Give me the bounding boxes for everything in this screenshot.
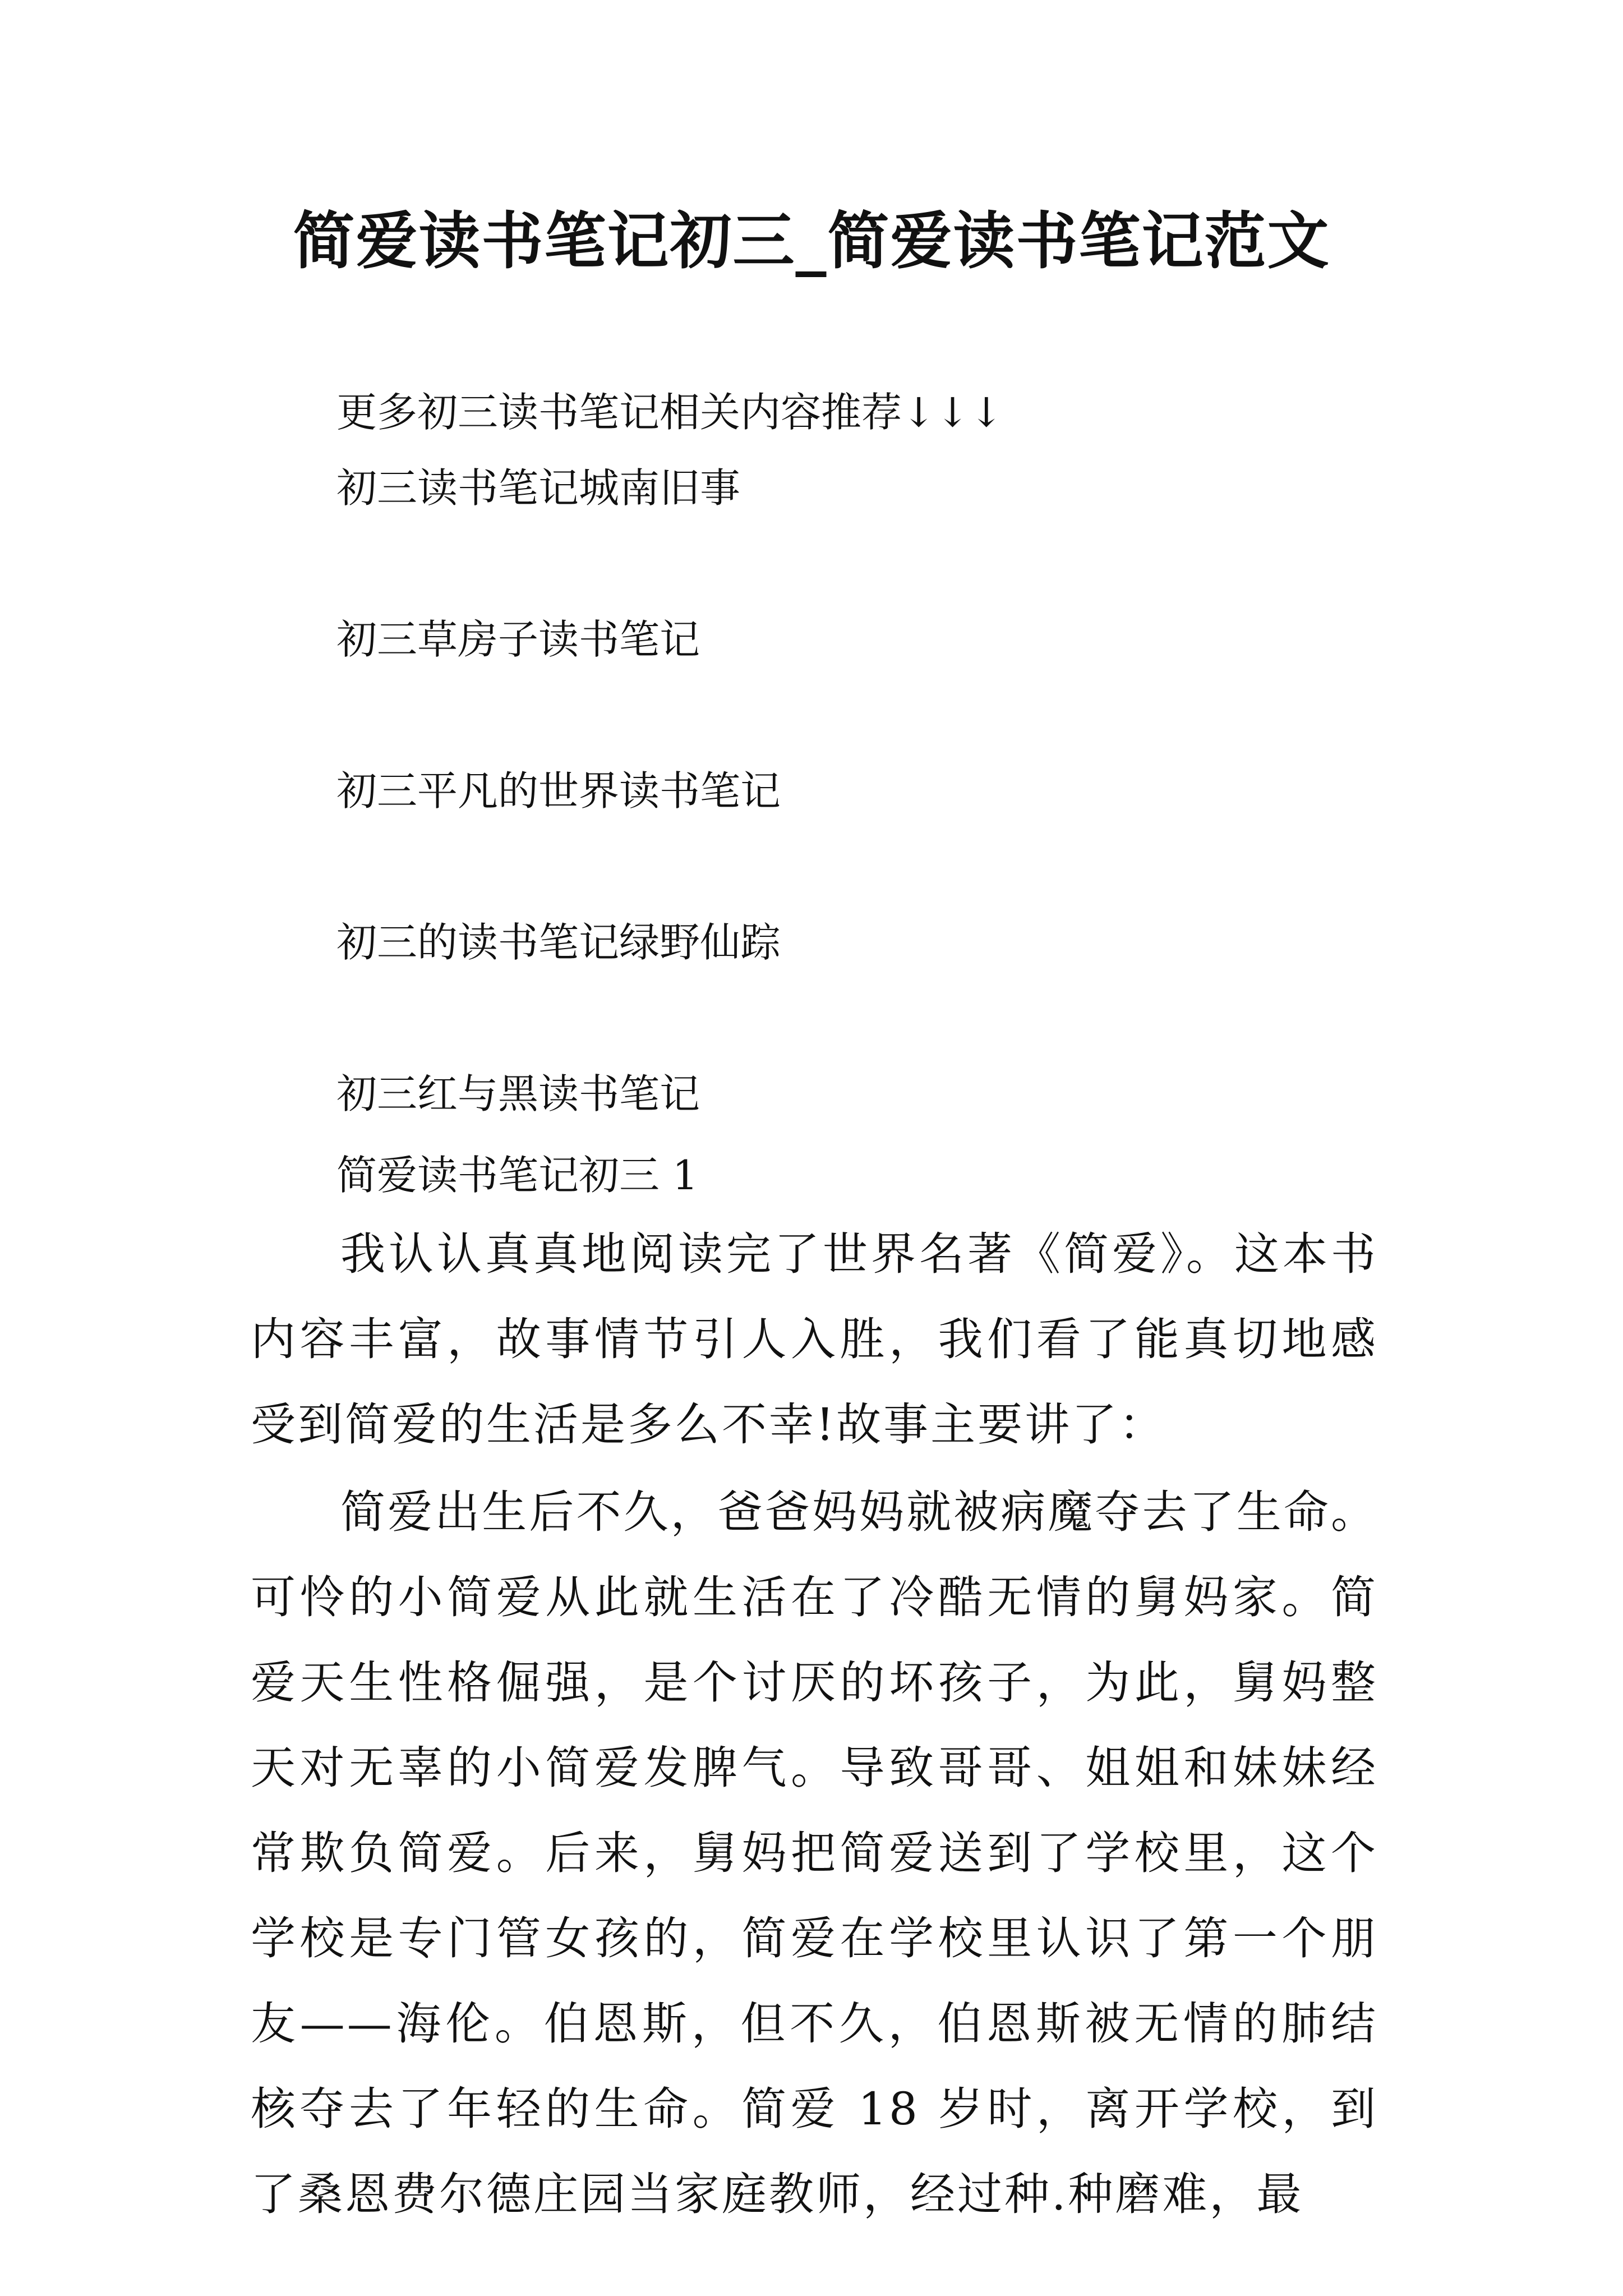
recommend-link-4[interactable]: 初三的读书笔记绿野仙踪 <box>336 919 781 966</box>
body-paragraph-2: 简爱出生后不久，爸爸妈妈就被病魔夺去了生命。可怜的小简爱从此就生活在了冷酷无情的舅妈家。简爱天生性格倔强，是个讨厌的坏孩子，为此，舅妈整天对无辜的小简爱发脾气。导致哥哥、姐姐和妹妹经常欺负简爱。后来，舅妈把简爱送到了学校里，这个学校是专门管女孩的，简爱在学校里认识了第一个朋友——海伦。伯恩斯，但不久，伯恩斯被无情的肺结核夺去了年轻的生命。简爱 18 岁时，离开学校，到了桑恩费尔德庄园当家庭教师，经过种.种磨难，最 <box>251 1486 1378 2220</box>
recommend-link-2[interactable]: 初三草房子读书笔记 <box>336 616 700 663</box>
body-paragraph-1: 我认认真真地阅读完了世界名著《简爱》。这本书内容丰富，故事情节引人入胜，我们看了能真切地感受到简爱的生活是多么不幸!故事主要讲了： <box>251 1228 1378 1451</box>
recommend-link-3[interactable]: 初三平凡的世界读书笔记 <box>336 767 781 815</box>
recommend-link-5[interactable]: 初三红与黑读书笔记 <box>336 1070 700 1117</box>
section-heading: 简爱读书笔记初三 1 <box>336 1152 698 1199</box>
recommend-header: 更多初三读书笔记相关内容推荐↓↓↓ <box>336 389 1003 436</box>
document-title: 简爱读书笔记初三_简爱读书笔记范文 <box>293 205 1330 277</box>
recommend-link-1[interactable]: 初三读书笔记城南旧事 <box>336 464 741 512</box>
